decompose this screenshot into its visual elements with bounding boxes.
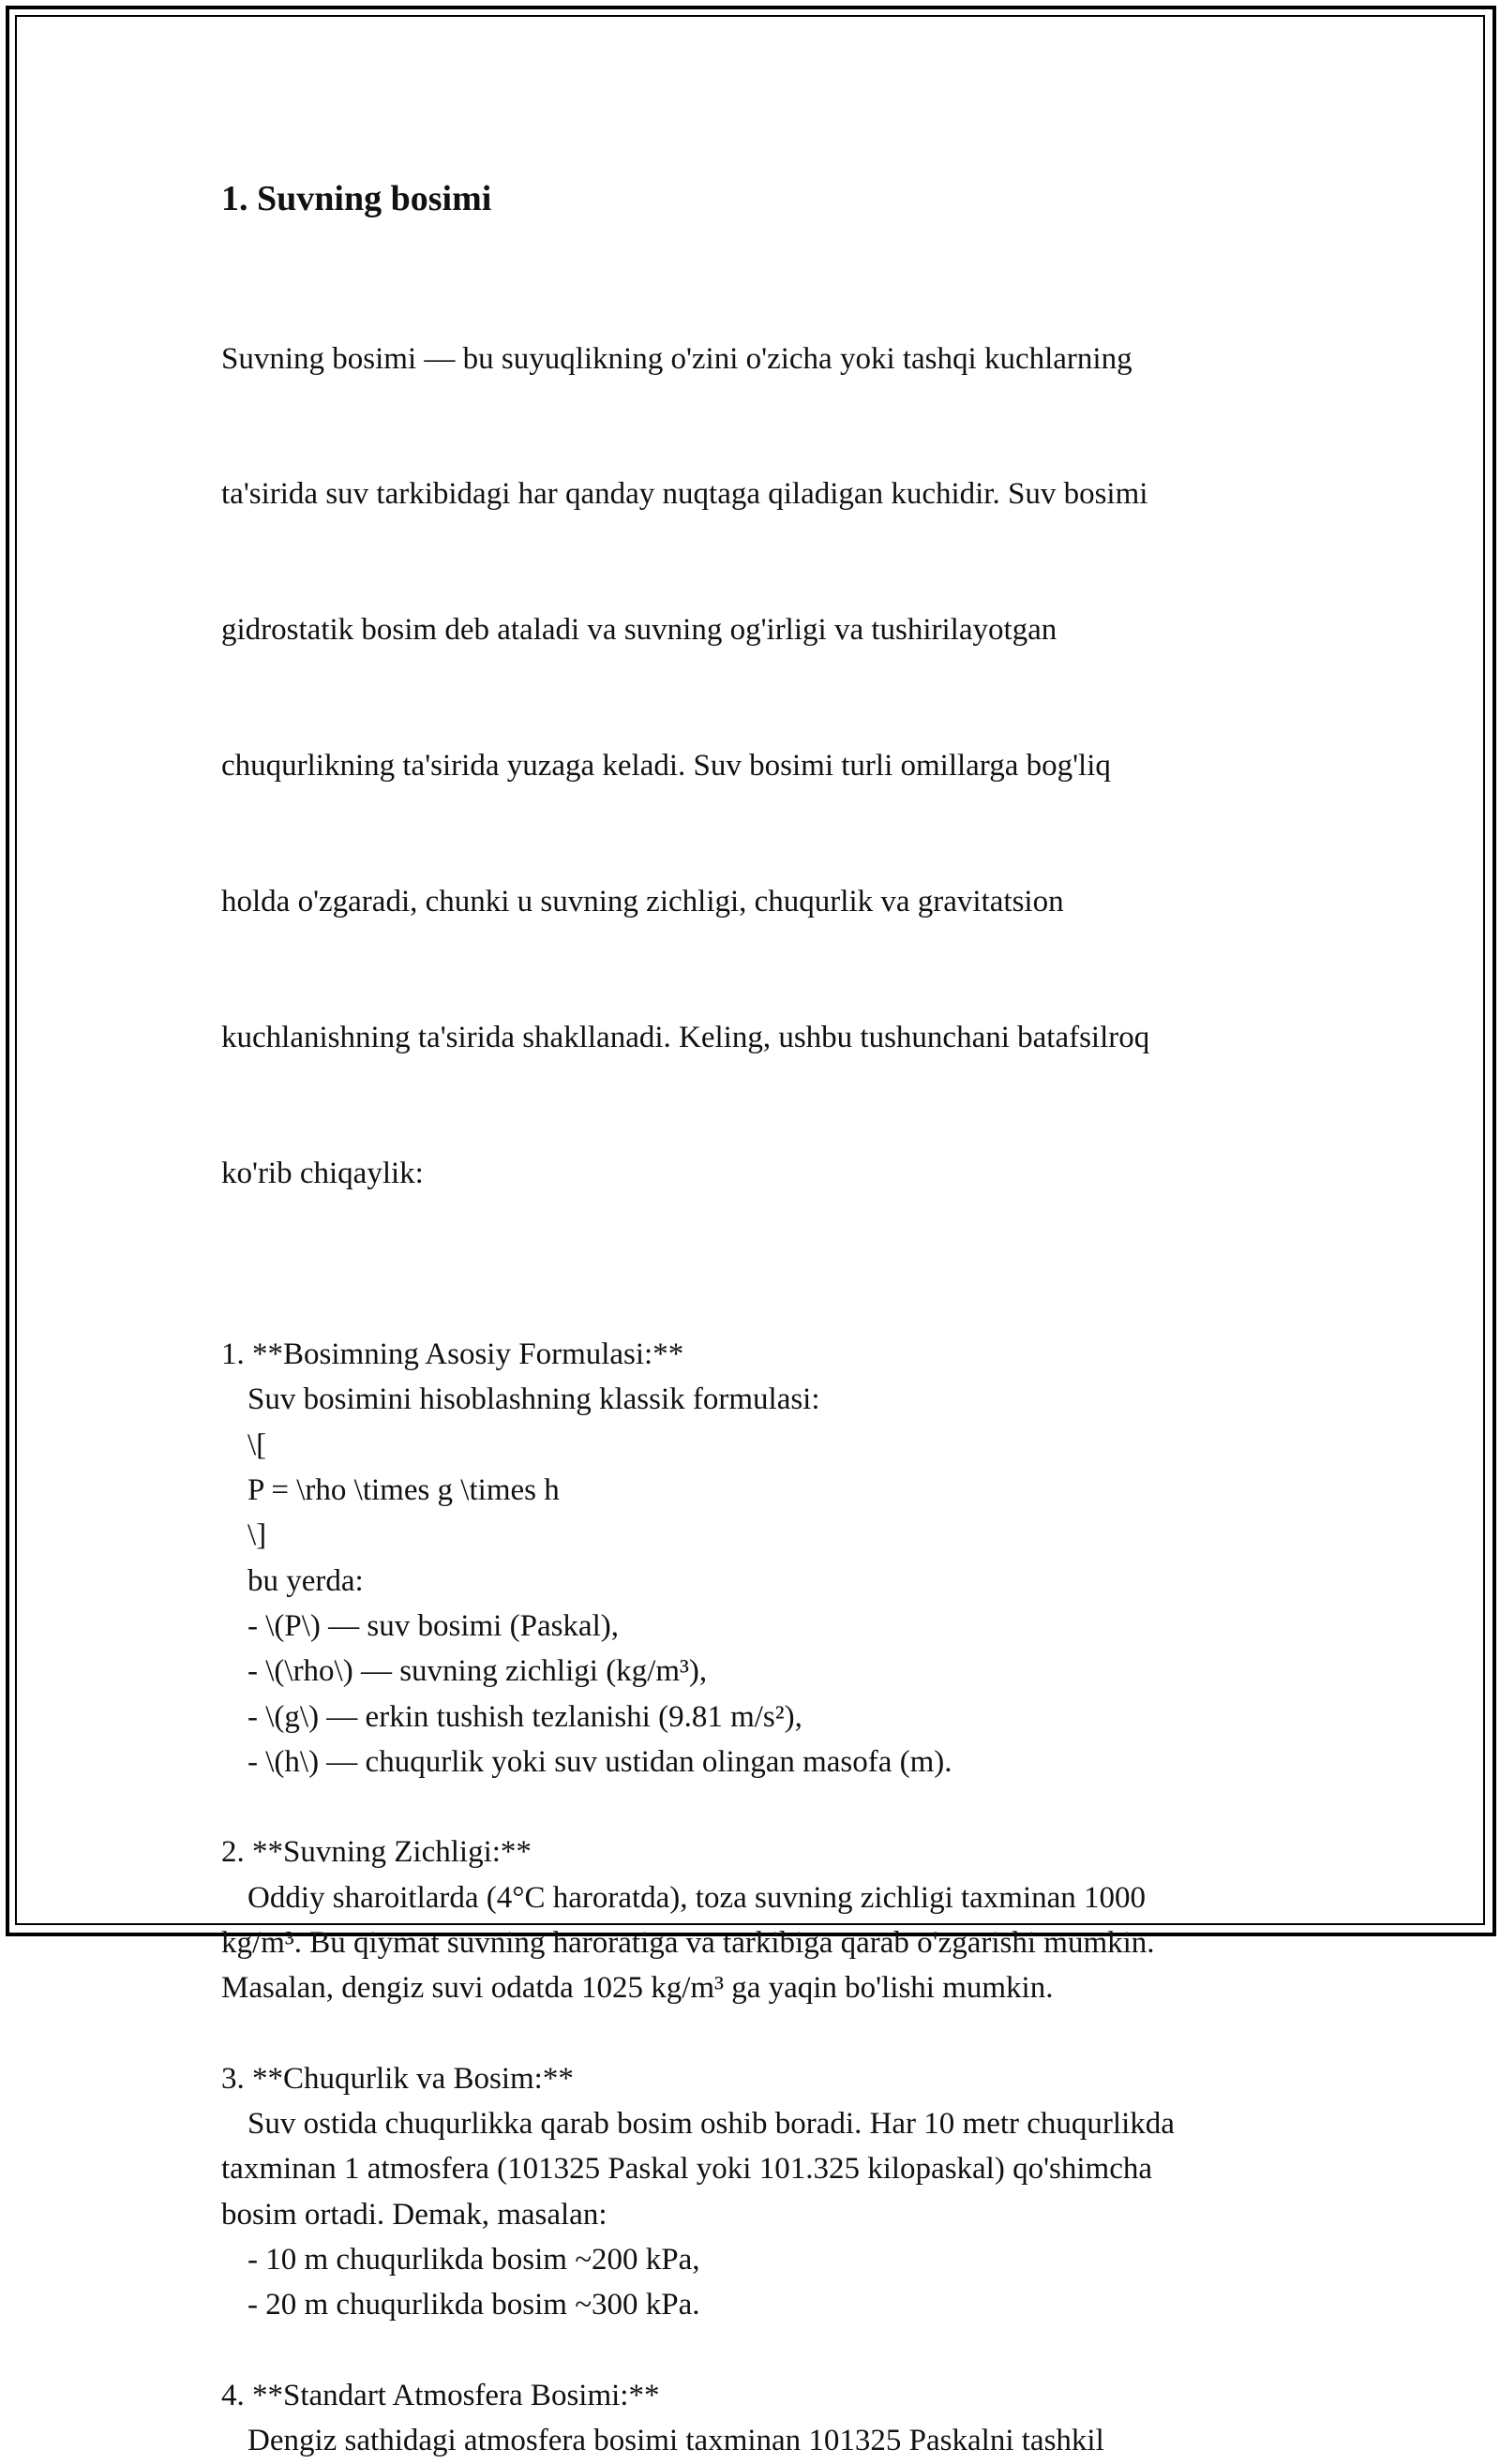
section-line: \[ [248, 1427, 267, 1462]
section-line: \] [248, 1518, 267, 1553]
intro-line: chuqurlikning ta'sirida yuzaga keladi. Suv bosimi turli omillarga bog'liq [221, 749, 1111, 784]
section-heading: 4. **Standart Atmosfera Bosimi:** [221, 2378, 660, 2412]
section-heading: 1. **Bosimning Asosiy Formulasi:** [221, 1337, 684, 1372]
intro-line: ta'sirida suv tarkibidagi har qanday nuqtaga qiladigan kuchidir. Suv bosimi [221, 477, 1148, 512]
section-line: - \(h\) — chuqurlik yoki suv ustidan olingan masofa (m). [248, 1744, 952, 1779]
section-line: - 10 m chuqurlikda bosim ~200 kPa, [248, 2243, 700, 2277]
section-line: bu yerda: [248, 1563, 364, 1598]
spacer [221, 1287, 1290, 1332]
section-line: - \(g\) — erkin tushish tezlanishi (9.81 m/s²), [248, 1699, 802, 1734]
section-formula [221, 1332, 1290, 1785]
section-line: - 20 m chuqurlikda bosim ~300 kPa. [248, 2288, 700, 2322]
section-line: P = \rho \times g \times h [248, 1473, 560, 1508]
spacer [221, 2328, 1290, 2373]
intro-line: ko'rib chiqaylik: [221, 1156, 424, 1190]
section-line: Suv bosimini hisoblashning klassik formulasi: [248, 1382, 820, 1417]
document-title: 1. Suvning bosimi [221, 179, 492, 218]
spacer [221, 1785, 1290, 1829]
intro-line: gidrostatik bosim deb ataladi va suvning og'irligi va tushirilayotgan [221, 613, 1058, 648]
intro-line: Suvning bosimi — bu suyuqlikning o'zini o'zicha yoki tashqi kuchlarning [221, 341, 1132, 376]
section-line: Oddiy sharoitlarda (4°C haroratda), toza suvning zichligi taxminan 1000 [248, 1880, 1147, 1915]
section-line: - \(\rho\) — suvning zichligi (kg/m³), [248, 1654, 708, 1689]
section-depth [221, 2056, 1290, 2328]
intro-line: holda o'zgaradi, chunki u suvning zichligi, chuqurlik va gravitatsion [221, 885, 1064, 919]
section-density [221, 1829, 1290, 2010]
section-line: taxminan 1 atmosfera (101325 Paskal yoki 101.325 kilopaskal) qo'shimcha [221, 2152, 1153, 2187]
section-line: Suv ostida chuqurlikka qarab bosim oshib boradi. Har 10 metr chuqurlikda [248, 2107, 1175, 2142]
document-body [221, 176, 1290, 2464]
section-line: bosim ortadi. Demak, masalan: [221, 2197, 608, 2232]
section-line: - \(P\) — suv bosimi (Paskal), [248, 1608, 619, 1643]
section-line: Masalan, dengiz suvi odatda 1025 kg/m³ ga yaqin bo'lishi mumkin. [221, 1971, 1054, 2006]
intro-line: kuchlanishning ta'sirida shakllanadi. Keling, ushbu tushunchani batafsilroq [221, 1021, 1150, 1055]
section-atmosphere [221, 2373, 1290, 2464]
section-heading: 3. **Chuqurlik va Bosim:** [221, 2061, 574, 2096]
section-line: kg/m³. Bu qiymat suvning haroratiga va tarkibiga qarab o'zgarishi mumkin. [221, 1925, 1155, 1960]
spacer [221, 2011, 1290, 2056]
section-heading: 2. **Suvning Zichligi:** [221, 1835, 532, 1870]
section-line: Dengiz sathidagi atmosfera bosimi taxminan 101325 Paskalni tashkil [248, 2424, 1104, 2458]
intro-paragraph [221, 246, 1290, 1287]
